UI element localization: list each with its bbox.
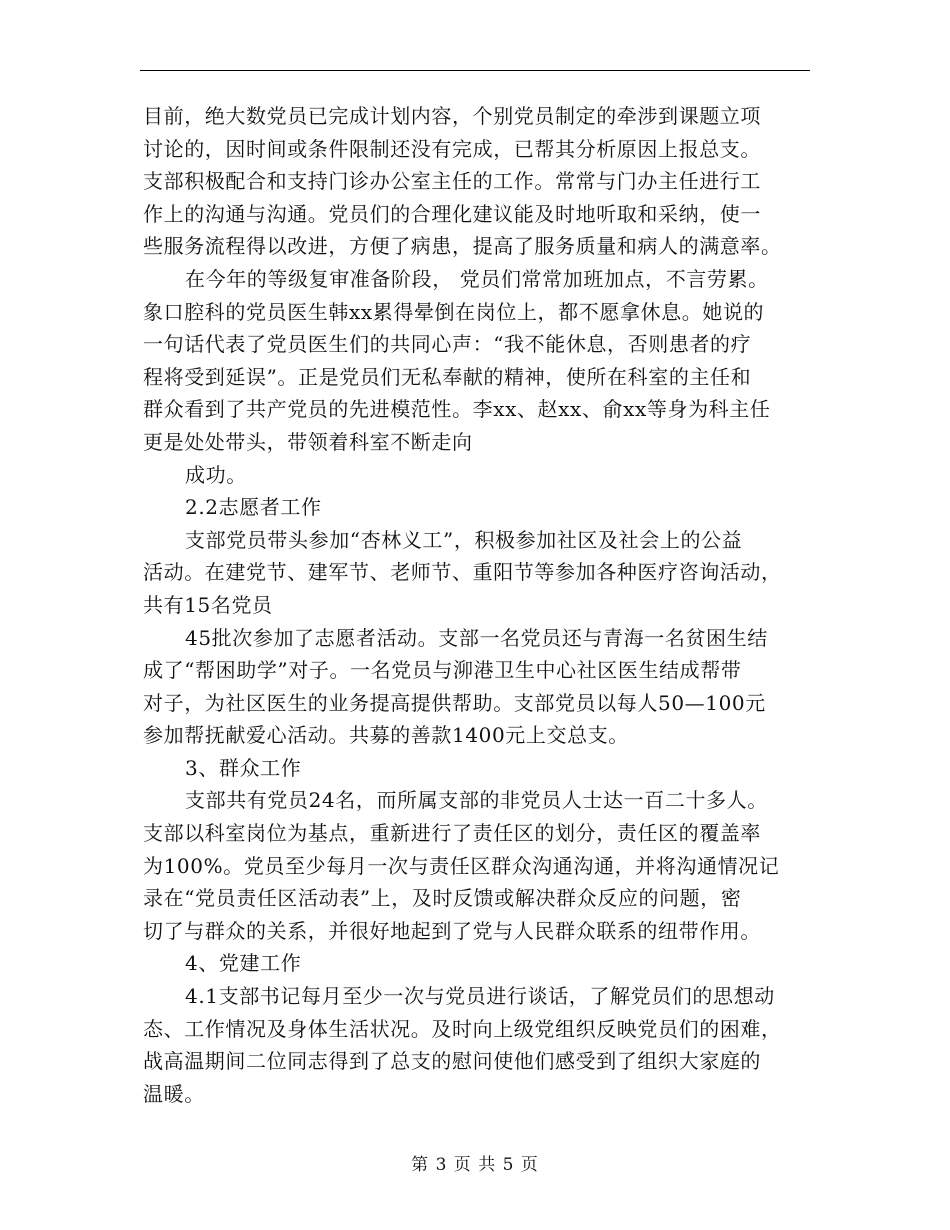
text-line: 为100%。党员至少每月一次与责任区群众沟通沟通，并将沟通情况记 — [143, 853, 780, 878]
text-line: 共有15名党员 — [143, 592, 273, 617]
text-line: 对子，为社区医生的业务提高提供帮助。支部党员以每人50—100元 — [143, 690, 766, 715]
text-line: 温暖。 — [143, 1081, 205, 1106]
text-line: 支部积极配合和支持门诊办公室主任的工作。常常与门办主任进行工 — [143, 169, 761, 194]
text-line: 3、群众工作 — [185, 755, 302, 780]
text-line: 些服务流程得以改进，方便了病患，提高了服务质量和病人的满意率。 — [143, 234, 782, 259]
text-line: 切了与群众的关系，并很好地起到了党与人民群众联系的纽带作用。 — [143, 918, 761, 943]
text-line: 参加帮抚献爱心活动。共募的善款1400元上交总支。 — [143, 723, 629, 748]
text-line: 支部党员带头参加“杏林义工”，积极参加社区及社会上的公益 — [185, 527, 743, 552]
text-line: 战高温期间二位同志得到了总支的慰问使他们感受到了组织大家庭的 — [143, 1049, 761, 1074]
text-line: 作上的沟通与沟通。党员们的合理化建议能及时地听取和采纳，使一 — [143, 201, 761, 226]
document-body — [143, 100, 823, 1110]
page-number-footer: 第 3 页 共 5 页 — [411, 1155, 539, 1175]
text-line: 群众看到了共产党员的先进模范性。李xx、赵xx、俞xx等身为科主任 — [143, 397, 771, 422]
header-rule — [140, 70, 810, 71]
text-line: 支部共有党员24名，而所属支部的非党员人士达一百二十多人。 — [185, 788, 768, 813]
text-line: 2.2志愿者工作 — [185, 495, 322, 520]
text-line: 程将受到延误”。正是党员们无私奉献的精神，使所在科室的主任和 — [143, 364, 752, 389]
text-line: 讨论的，因时间或条件限制还没有完成，已帮其分析原因上报总支。 — [143, 136, 761, 161]
text-line: 成了“帮困助学”对子。一名党员与泖港卫生中心社区医生结成帮带 — [143, 658, 742, 683]
text-line: 活动。在建党节、建军节、老师节、重阳节等参加各种医疗咨询活动， — [143, 560, 782, 585]
text-line: 目前，绝大数党员已完成计划内容，个别党员制定的牵涉到课题立项 — [143, 104, 761, 128]
text-line: 更是处处带头，带领着科室不断走向 — [143, 429, 473, 454]
text-line: 支部以科室岗位为基点，重新进行了责任区的划分，责任区的覆盖率 — [143, 821, 761, 846]
text-line: 4.1支部书记每月至少一次与党员进行谈话，了解党员们的思想动 — [185, 984, 775, 1009]
text-line: 录在“党员责任区活动表”上，及时反馈或解决群众反应的问题，密 — [143, 886, 742, 911]
text-line: 态、工作情况及身体生活状况。及时向上级党组织反映党员们的困难， — [143, 1016, 782, 1041]
text-line: 4、党建工作 — [185, 951, 302, 976]
text-line: 在今年的等级复审准备阶段， 党员们常常加班加点，不言劳累。 — [185, 266, 769, 291]
text-line: 成功。 — [185, 462, 247, 487]
text-line: 象口腔科的党员医生韩xx累得晕倒在岗位上，都不愿拿休息。她说的 — [143, 299, 765, 324]
text-line: 45批次参加了志愿者活动。支部一名党员还与青海一名贫困生结 — [185, 625, 768, 650]
text-line: 一句话代表了党员医生们的共同心声：“我不能休息，否则患者的疗 — [143, 332, 752, 357]
